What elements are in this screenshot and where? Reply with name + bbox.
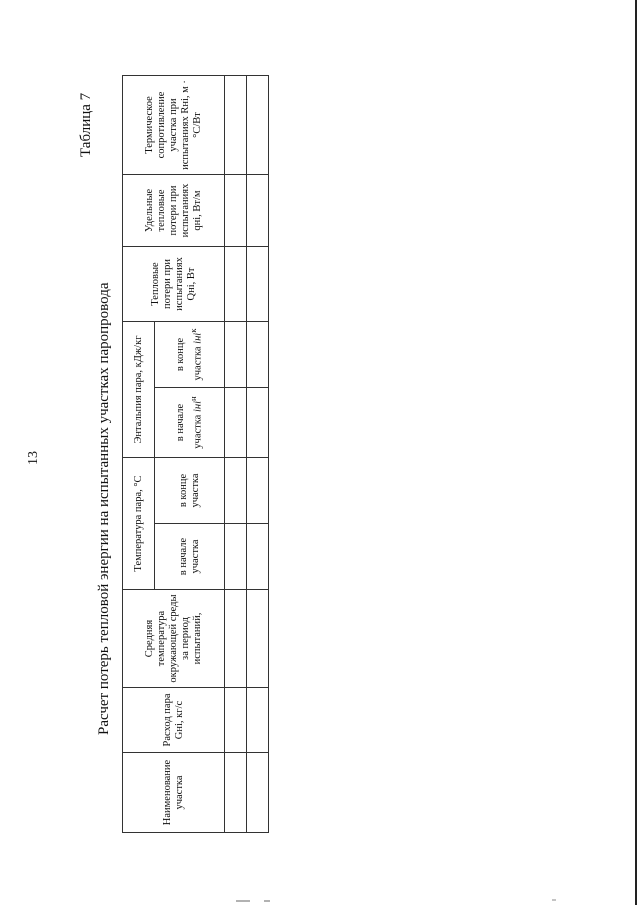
enthalpy-start-symbol: iнi [192,400,204,413]
table-cell[interactable] [225,458,247,524]
table-cell[interactable] [225,247,247,322]
table-cell[interactable] [247,247,269,322]
table-cell[interactable] [225,753,247,833]
header-steam-flow: Расход пара Gнi, кг/с [123,688,225,753]
table-cell[interactable] [225,76,247,175]
header-enthalpy-group: Энтальпия пара, кДж/кг [123,322,155,458]
header-ambient-temp: Средняя температура окружающей среды за период испытаний, [123,590,225,688]
table-cell[interactable] [247,458,269,524]
table-cell[interactable] [225,590,247,688]
table-row [247,76,269,833]
table-title: Расчет потерь тепловой энергии на испытанных участках паропровода [96,282,112,735]
table-cell[interactable] [247,388,269,458]
table-label: Таблица 7 [78,92,94,157]
table-cell[interactable] [225,322,247,388]
table-cell[interactable] [225,524,247,590]
table-cell[interactable] [247,590,269,688]
header-temp-start: в начале участка [155,524,225,590]
table-cell[interactable] [247,322,269,388]
table-cell[interactable] [225,388,247,458]
header-steam-temp-group: Температура пара, °С [123,458,155,590]
table-cell[interactable] [247,175,269,247]
header-thermal-resistance: Термическое сопротивление участка при испытаниях Rнi, м · °С/Вт [123,76,225,175]
header-temp-end: в конце участка [155,458,225,524]
table-row [225,76,247,833]
table-cell[interactable] [247,76,269,175]
table-cell[interactable] [247,753,269,833]
header-heat-loss: Тепловые потери при испытаниях Qнi, Вт [123,247,225,322]
enthalpy-end-symbol: iнi [192,332,204,344]
header-enthalpy-end [155,322,225,388]
header-section-name: Наименование участка [123,753,225,833]
table-cell[interactable] [247,524,269,590]
scan-specks [0,895,640,905]
table-cell[interactable] [247,688,269,753]
page-number: 13 [26,451,41,465]
header-specific-loss: Удельные тепловые потери при испытаниях qнi, Вт/м [123,175,225,247]
table-cell[interactable] [225,688,247,753]
enthalpy-start-sup: н [187,396,198,401]
heat-loss-table [122,75,269,833]
enthalpy-start-text: в начале участка [174,403,204,449]
table-cell[interactable] [225,175,247,247]
enthalpy-end-text: в конце участка [174,337,204,381]
enthalpy-end-sup: к [187,328,198,333]
header-enthalpy-start [155,388,225,458]
